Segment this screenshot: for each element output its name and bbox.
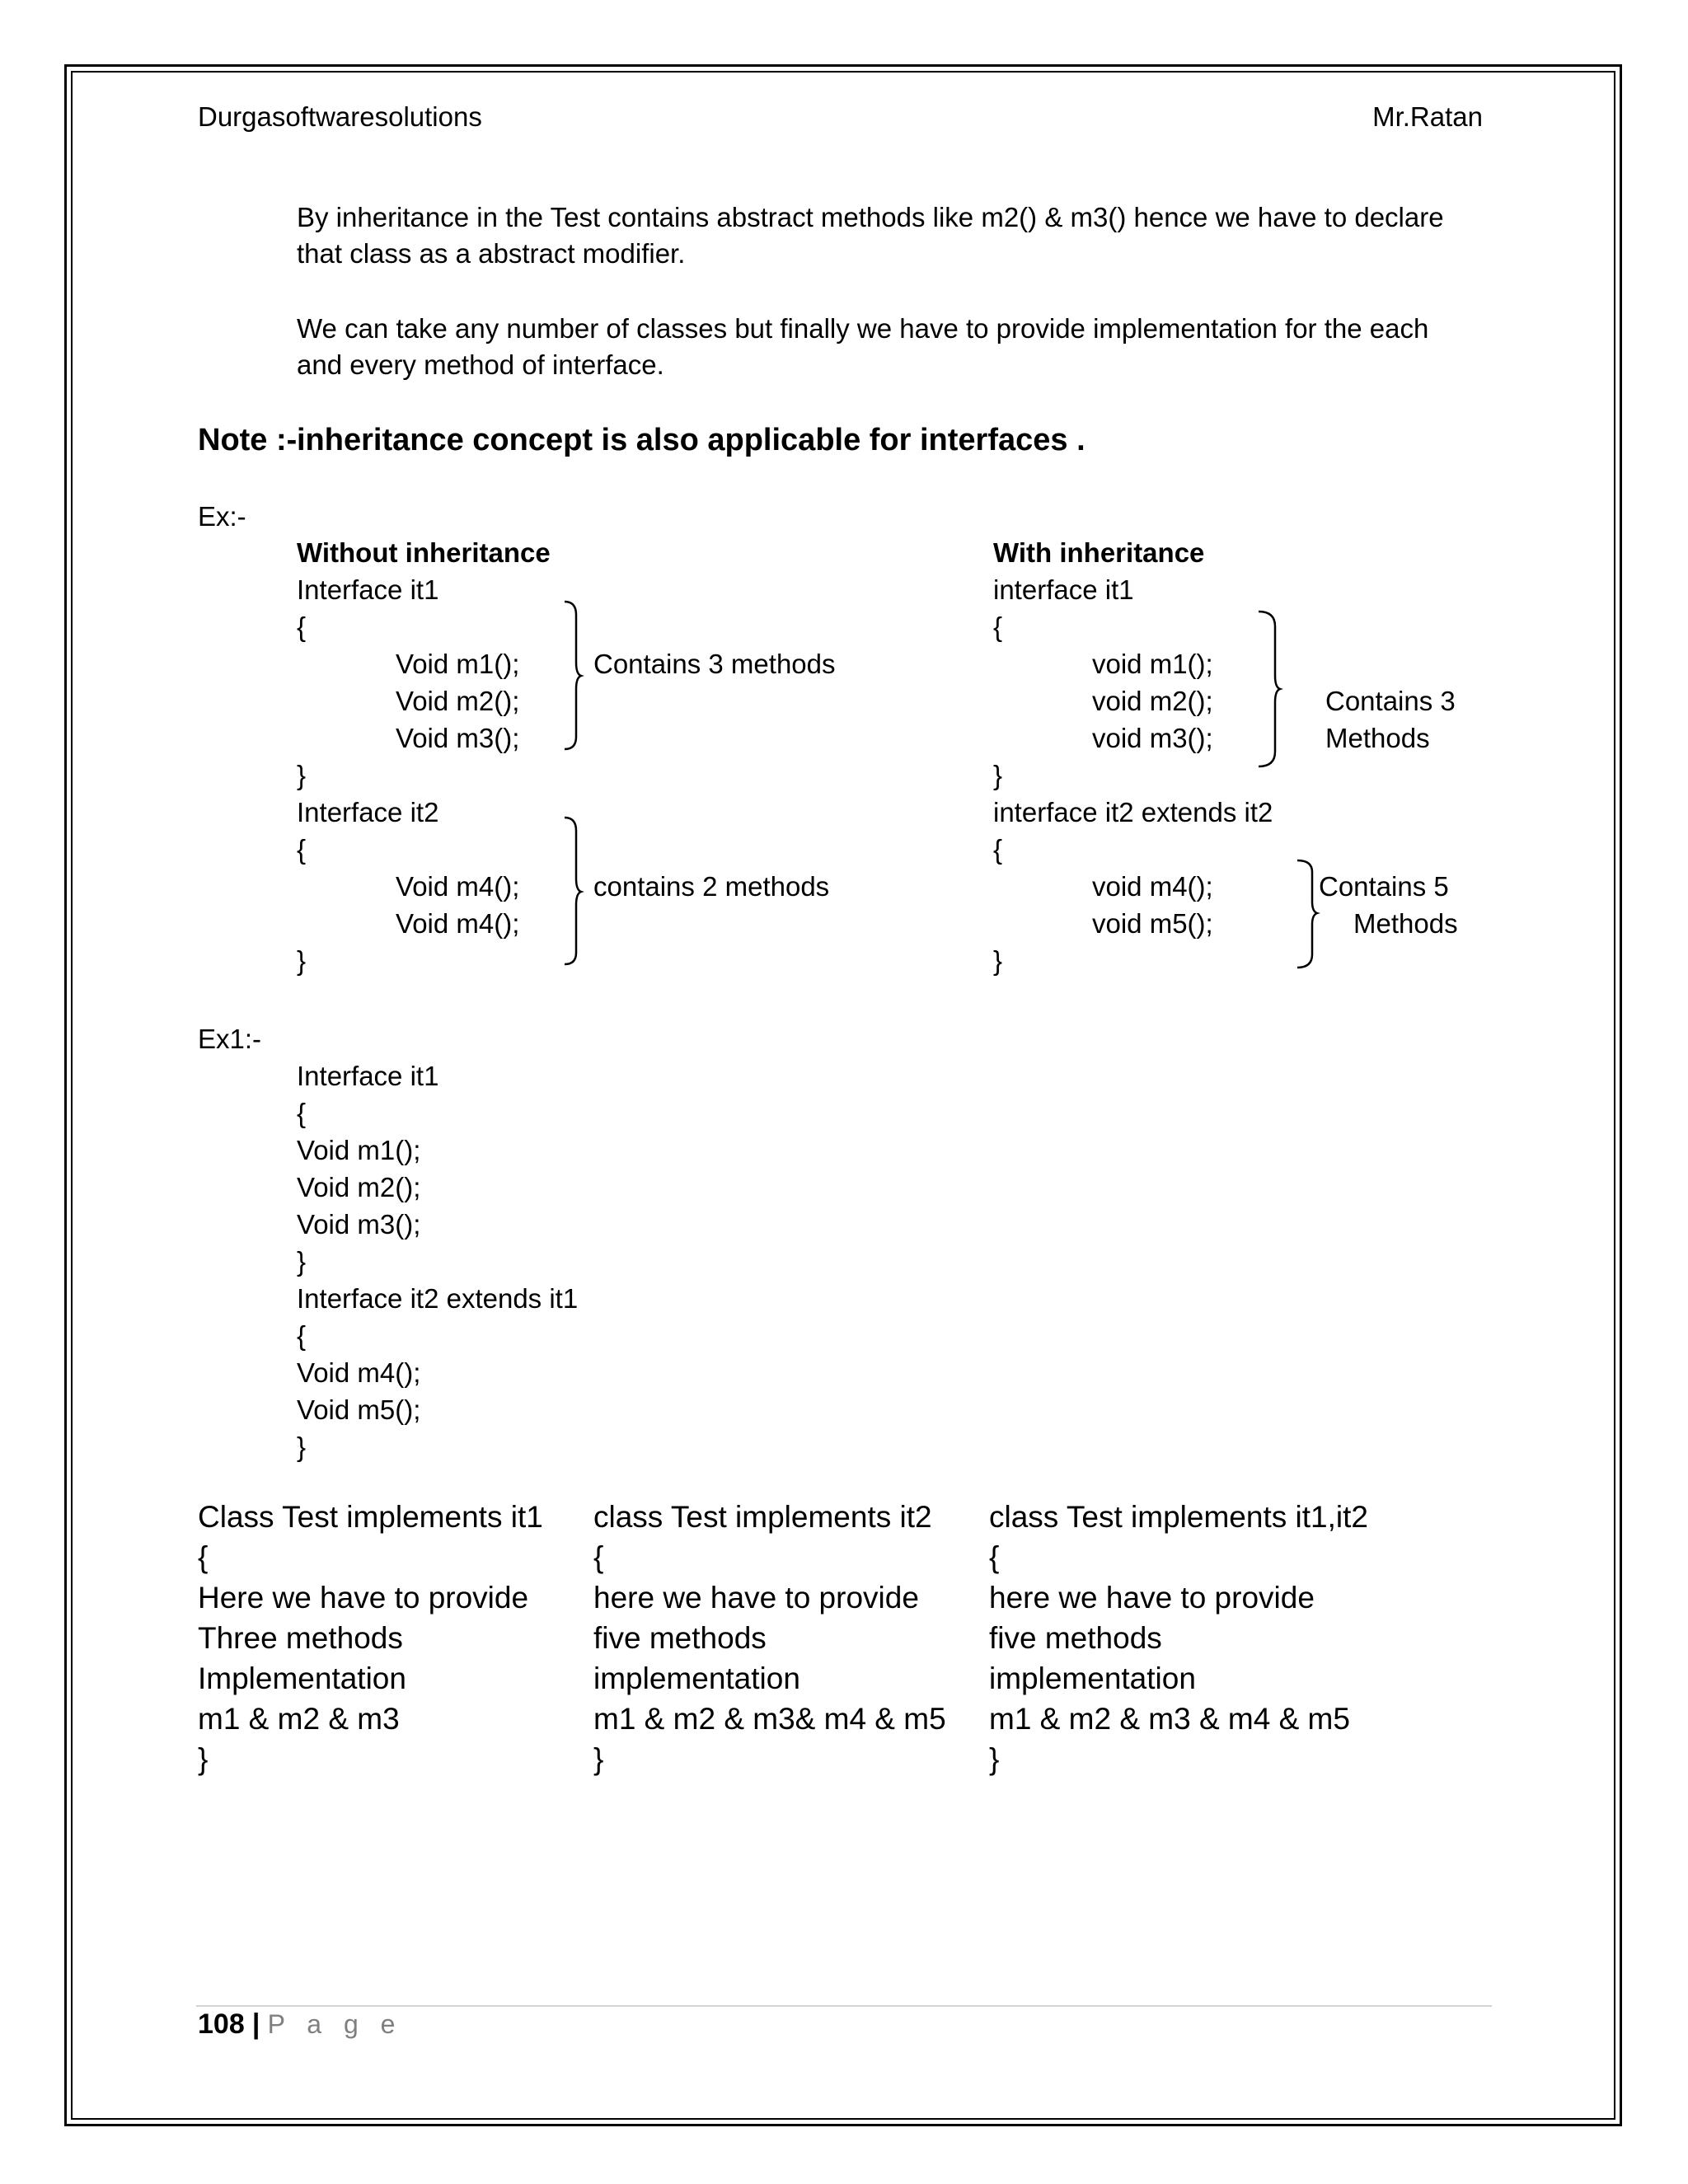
with-it2-open-brace: {: [993, 834, 1003, 865]
class-col-2-line: here we have to provide: [593, 1581, 919, 1615]
ex1-code-line: Void m3();: [297, 1209, 421, 1240]
without-it2-annotation: contains 2 methods: [593, 871, 830, 902]
class-col-2-line: {: [593, 1540, 604, 1574]
class-col-3-line: {: [989, 1540, 1000, 1574]
note-text: inheritance concept is also applicable for interfaces .: [297, 423, 1085, 457]
ex1-code-line: Interface it2 extends it1: [297, 1283, 579, 1314]
ex1-code-line: Void m1();: [297, 1135, 421, 1165]
page-separator: |: [251, 2008, 260, 2040]
class-col-1-line: Here we have to provide: [198, 1581, 529, 1615]
ex1-code-line: Void m2();: [297, 1172, 421, 1202]
without-it1-method: Void m1();: [396, 649, 520, 679]
class-col-2-line: implementation: [593, 1661, 800, 1695]
with-it2-close-brace: }: [993, 945, 1003, 976]
with-it2-annotation-line-1: Contains 5: [1319, 871, 1449, 902]
class-col-3-line: m1 & m2 & m3 & m4 & m5: [989, 1702, 1350, 1736]
class-col-3-line: class Test implements it1,it2: [989, 1500, 1368, 1534]
class-col-1-line: Three methods: [198, 1621, 403, 1655]
class-col-3-line: implementation: [989, 1661, 1196, 1695]
with-it1-method: void m2();: [1092, 686, 1213, 716]
without-it1-declaration: Interface it1: [297, 574, 439, 605]
without-it1-method: Void m2();: [396, 686, 520, 716]
without-it1-annotation: Contains 3 methods: [593, 649, 836, 679]
ex1-code-line: }: [297, 1432, 307, 1462]
without-inheritance-heading: Without inheritance: [297, 537, 551, 568]
with-it2-curly-brace: [1296, 859, 1315, 969]
without-it1-curly-brace: [565, 600, 581, 751]
without-it2-curly-brace: [565, 816, 581, 966]
class-col-2-line: five methods: [593, 1621, 767, 1655]
without-it2-method: Void m4();: [396, 871, 520, 902]
paragraph-1-line-2: that class as a abstract modifier.: [297, 238, 686, 269]
ex1-code-line: Interface it1: [297, 1061, 439, 1091]
ex1-code-line: Void m5();: [297, 1394, 421, 1425]
without-it2-open-brace: {: [297, 834, 307, 865]
with-inheritance-heading: With inheritance: [993, 537, 1205, 568]
ex1-code-line: }: [297, 1246, 307, 1277]
with-it1-annotation-line-2: Methods: [1325, 723, 1430, 753]
ex1-code-line: {: [297, 1098, 307, 1128]
page-word: P a g e: [267, 2009, 403, 2039]
with-it2-method: void m5();: [1092, 908, 1213, 939]
paragraph-1-line-1: By inheritance in the Test contains abstract methods like m2() & m3() hence we have to declare: [297, 202, 1444, 232]
with-it1-method: void m3();: [1092, 723, 1213, 753]
class-col-1-line: {: [198, 1540, 209, 1574]
example-1-label: Ex1:-: [198, 1024, 262, 1054]
with-it1-curly-brace: [1257, 610, 1278, 768]
ex1-code-line: {: [297, 1320, 307, 1351]
without-it2-declaration: Interface it2: [297, 797, 439, 827]
example-label: Ex:-: [198, 501, 246, 532]
without-it2-close-brace: }: [297, 945, 307, 976]
with-it2-declaration: interface it2 extends it2: [993, 797, 1273, 827]
without-it2-method: Void m4();: [396, 908, 520, 939]
with-it1-method: void m1();: [1092, 649, 1213, 679]
class-col-1-line: Class Test implements it1: [198, 1500, 543, 1534]
without-it1-close-brace: }: [297, 760, 307, 790]
class-col-3-line: }: [989, 1742, 1000, 1776]
without-it1-open-brace: {: [297, 612, 307, 642]
class-col-1-line: m1 & m2 & m3: [198, 1702, 400, 1736]
with-it1-declaration: interface it1: [993, 574, 1134, 605]
class-col-3-line: here we have to provide: [989, 1581, 1315, 1615]
class-col-3-line: five methods: [989, 1621, 1162, 1655]
with-it2-annotation-line-2: Methods: [1353, 908, 1458, 939]
class-col-2-line: }: [593, 1742, 604, 1776]
paragraph-2-line-1: We can take any number of classes but finally we have to provide implementation for the each: [297, 313, 1429, 344]
with-it1-open-brace: {: [993, 612, 1003, 642]
page-number: 108: [198, 2008, 245, 2040]
header-right: Mr.Ratan: [1372, 101, 1483, 132]
without-it1-method: Void m3();: [396, 723, 520, 753]
paragraph-2-line-2: and every method of interface.: [297, 349, 664, 380]
class-col-1-line: Implementation: [198, 1661, 406, 1695]
class-col-1-line: }: [198, 1742, 209, 1776]
with-it2-method: void m4();: [1092, 871, 1213, 902]
class-col-2-line: m1 & m2 & m3& m4 & m5: [593, 1702, 946, 1736]
ex1-code-line: Void m4();: [297, 1357, 421, 1388]
page-footer: [198, 2005, 402, 2043]
with-it1-close-brace: }: [993, 760, 1003, 790]
header-left: Durgasoftwaresolutions: [198, 101, 482, 132]
with-it1-annotation-line-1: Contains 3: [1325, 686, 1456, 716]
note-label: Note :-: [198, 423, 298, 457]
class-col-2-line: class Test implements it2: [593, 1500, 932, 1534]
